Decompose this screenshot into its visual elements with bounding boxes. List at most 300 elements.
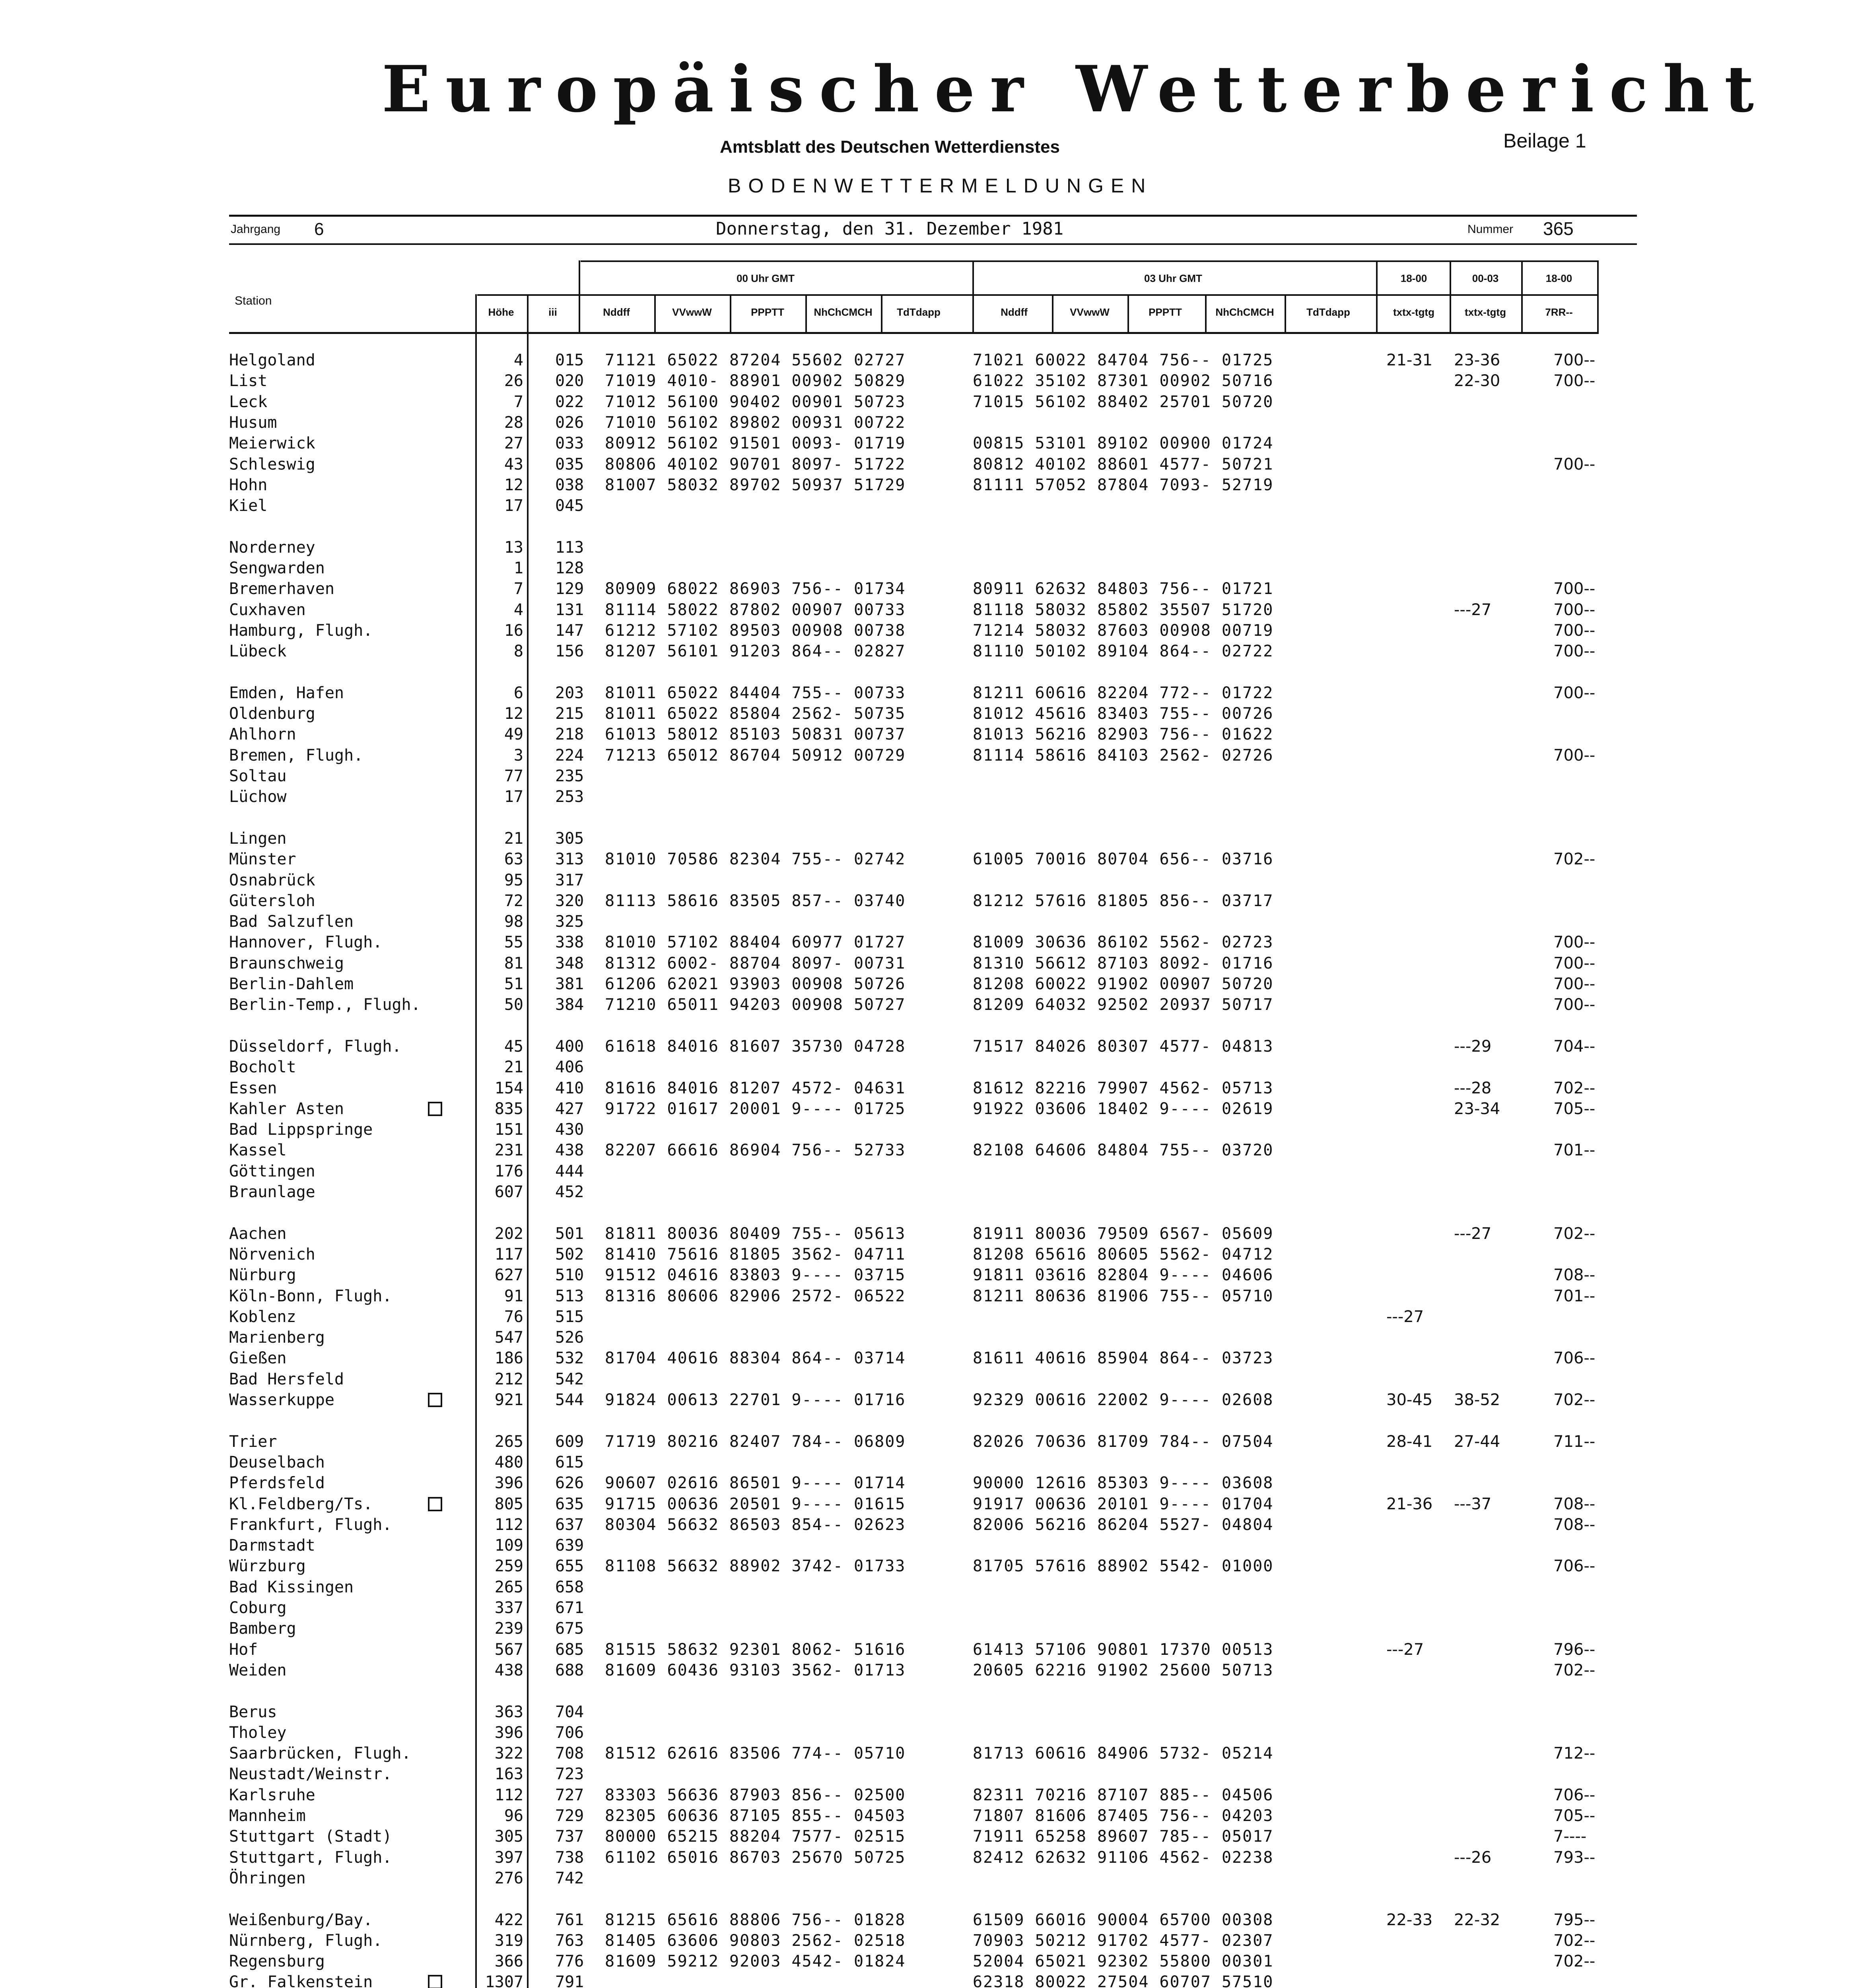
station-number: 026 bbox=[555, 413, 584, 432]
station-height: 81 bbox=[504, 954, 523, 973]
obs-03-utc: 90000 12616 85303 9---- 03608 bbox=[973, 1474, 1274, 1493]
obs-00-utc: 80806 40102 90701 8097- 51722 bbox=[605, 455, 906, 474]
obs-03-utc: 81911 80036 79509 6567- 05609 bbox=[973, 1224, 1274, 1243]
rule-end bbox=[1597, 260, 1599, 334]
station-height: 98 bbox=[504, 912, 523, 931]
station-name: Braunlage bbox=[229, 1183, 315, 1201]
precip-group: 708-- bbox=[1553, 1266, 1596, 1285]
station-height: 27 bbox=[504, 434, 523, 453]
station-height: 72 bbox=[504, 891, 523, 910]
header-mid-rule bbox=[477, 294, 1599, 296]
station-height: 151 bbox=[494, 1120, 523, 1139]
station-name: Berlin-Dahlem bbox=[229, 975, 354, 993]
station-number: 763 bbox=[555, 1931, 584, 1950]
station-height: 109 bbox=[494, 1536, 523, 1555]
station-height: 7 bbox=[513, 580, 523, 598]
header-group-00: 00 Uhr GMT bbox=[737, 272, 795, 284]
temp-range-00-03: ---26 bbox=[1454, 1848, 1492, 1867]
station-name: Kl.Feldberg/Ts. bbox=[229, 1495, 373, 1513]
temp-range-00-03: 27-44 bbox=[1454, 1432, 1500, 1451]
station-number: 742 bbox=[555, 1869, 584, 1887]
station-name: Pferdsfeld bbox=[229, 1474, 325, 1493]
obs-00-utc: 81007 58032 89702 50937 51729 bbox=[605, 476, 906, 494]
station-number: 615 bbox=[555, 1453, 584, 1472]
station-name: Tholey bbox=[229, 1723, 287, 1742]
obs-00-utc: 81215 65616 88806 756-- 01828 bbox=[605, 1910, 906, 1929]
station-number: 658 bbox=[555, 1578, 584, 1596]
header-00-nhch: NhChCMCH bbox=[814, 306, 873, 318]
obs-00-utc: 91512 04616 83803 9---- 03715 bbox=[605, 1266, 906, 1285]
station-number: 444 bbox=[555, 1162, 584, 1180]
header-sub-1: txtx-tgtg bbox=[1393, 306, 1434, 318]
station-height: 305 bbox=[494, 1827, 523, 1846]
precip-group: 700-- bbox=[1553, 351, 1596, 369]
obs-03-utc: 81009 30636 86102 5562- 02723 bbox=[973, 933, 1274, 952]
station-name: Aachen bbox=[229, 1224, 287, 1243]
station-height: 547 bbox=[494, 1328, 523, 1347]
precip-group: 701-- bbox=[1553, 1287, 1596, 1305]
obs-00-utc: 91824 00613 22701 9---- 01716 bbox=[605, 1391, 906, 1409]
obs-03-utc: 71517 84026 80307 4577- 04813 bbox=[973, 1037, 1274, 1056]
station-name: Stuttgart (Stadt) bbox=[229, 1827, 392, 1846]
obs-00-utc: 91722 01617 20001 9---- 01725 bbox=[605, 1099, 906, 1118]
station-number: 348 bbox=[555, 954, 584, 973]
obs-03-utc: 81208 60022 91902 00907 50720 bbox=[973, 975, 1274, 993]
station-number: 438 bbox=[555, 1141, 584, 1160]
station-name: Koblenz bbox=[229, 1307, 296, 1326]
station-height: 627 bbox=[494, 1266, 523, 1285]
precip-group: 706-- bbox=[1553, 1557, 1596, 1576]
obs-03-utc: 71021 60022 84704 756-- 01725 bbox=[973, 351, 1274, 369]
station-name: Schleswig bbox=[229, 455, 315, 474]
obs-03-utc: 81212 57616 81805 856-- 03717 bbox=[973, 891, 1274, 910]
station-number: 147 bbox=[555, 621, 584, 640]
obs-00-utc: 71213 65012 86704 50912 00729 bbox=[605, 746, 906, 765]
station-height: 363 bbox=[494, 1703, 523, 1721]
precip-group: 700-- bbox=[1553, 642, 1596, 661]
station-name: Hannover, Flugh. bbox=[229, 933, 383, 952]
station-number: 224 bbox=[555, 746, 584, 765]
obs-00-utc: 81312 6002- 88704 8097- 00731 bbox=[605, 954, 906, 973]
obs-00-utc: 71121 65022 87204 55602 02727 bbox=[605, 351, 906, 369]
station-height: 3 bbox=[513, 746, 523, 765]
obs-00-utc: 81609 59212 92003 4542- 01824 bbox=[605, 1952, 906, 1971]
station-height: 322 bbox=[494, 1744, 523, 1763]
obs-03-utc: 71911 65258 89607 785-- 05017 bbox=[973, 1827, 1274, 1846]
station-name: Karlsruhe bbox=[229, 1786, 315, 1804]
rule-before-03 bbox=[972, 260, 974, 334]
station-name: Regensburg bbox=[229, 1952, 325, 1971]
obs-00-utc: 82207 66616 86904 756-- 52733 bbox=[605, 1141, 906, 1160]
station-height: 1 bbox=[513, 559, 523, 577]
obs-00-utc: 81011 65022 84404 755-- 00733 bbox=[605, 683, 906, 702]
obs-03-utc: 81118 58032 85802 35507 51720 bbox=[973, 600, 1274, 619]
station-number: 381 bbox=[555, 975, 584, 993]
station-name: Meierwick bbox=[229, 434, 315, 453]
station-number: 729 bbox=[555, 1807, 584, 1825]
precip-group: 705-- bbox=[1553, 1807, 1596, 1825]
station-number: 502 bbox=[555, 1245, 584, 1264]
obs-00-utc: 61206 62021 93903 00908 50726 bbox=[605, 975, 906, 993]
header-03-tdtd: TdTdapp bbox=[1306, 306, 1350, 318]
station-number: 253 bbox=[555, 788, 584, 806]
mountain-station-icon bbox=[428, 1497, 442, 1511]
station-name: Osnabrück bbox=[229, 871, 315, 889]
obs-00-utc: 81616 84016 81207 4572- 04631 bbox=[605, 1079, 906, 1097]
precip-group: 711-- bbox=[1553, 1432, 1596, 1451]
station-number: 430 bbox=[555, 1120, 584, 1139]
station-height: 51 bbox=[504, 975, 523, 993]
temp-range-00-03: ---29 bbox=[1454, 1037, 1492, 1056]
rule-00-c bbox=[805, 294, 807, 334]
station-name: Nürnberg, Flugh. bbox=[229, 1931, 383, 1950]
station-name: Weiden bbox=[229, 1661, 287, 1679]
station-number: 129 bbox=[555, 580, 584, 598]
document-title: Europäischer Wetterbericht bbox=[382, 52, 1769, 126]
station-height: 607 bbox=[494, 1183, 523, 1201]
station-number: 218 bbox=[555, 725, 584, 744]
header-03-ppptt: PPPTT bbox=[1149, 306, 1182, 318]
station-number: 635 bbox=[555, 1495, 584, 1513]
station-number: 035 bbox=[555, 455, 584, 474]
obs-03-utc: 52004 65021 92302 55800 00301 bbox=[973, 1952, 1274, 1971]
station-number: 128 bbox=[555, 559, 584, 577]
obs-00-utc: 90607 02616 86501 9---- 01714 bbox=[605, 1474, 906, 1493]
station-number: 325 bbox=[555, 912, 584, 931]
header-bottom-rule bbox=[229, 332, 1599, 334]
station-name: Braunschweig bbox=[229, 954, 344, 973]
obs-00-utc: 82305 60636 87105 855-- 04503 bbox=[605, 1807, 906, 1825]
station-name: Leck bbox=[229, 392, 268, 411]
mountain-station-icon bbox=[428, 1393, 442, 1407]
header-range-3: 18-00 bbox=[1545, 272, 1572, 284]
precip-group: 700-- bbox=[1553, 975, 1596, 993]
station-number: 655 bbox=[555, 1557, 584, 1576]
station-name: Lingen bbox=[229, 829, 287, 848]
station-height: 202 bbox=[494, 1224, 523, 1243]
station-height: 239 bbox=[494, 1619, 523, 1638]
precip-group: 702-- bbox=[1553, 1952, 1596, 1971]
station-height: 96 bbox=[504, 1807, 523, 1825]
rule-00-a bbox=[654, 294, 656, 334]
station-number: 131 bbox=[555, 600, 584, 619]
temp-range-00-03: ---27 bbox=[1454, 1224, 1492, 1243]
station-height: 186 bbox=[494, 1349, 523, 1368]
station-name: Düsseldorf, Flugh. bbox=[229, 1037, 402, 1056]
station-height: 397 bbox=[494, 1848, 523, 1867]
station-name: Oldenburg bbox=[229, 705, 315, 723]
station-height: 176 bbox=[494, 1162, 523, 1180]
mountain-station-icon bbox=[428, 1102, 442, 1116]
section-title: BODENWETTERMELDUNGEN bbox=[728, 175, 1153, 197]
station-number: 675 bbox=[555, 1619, 584, 1638]
station-height: 21 bbox=[504, 829, 523, 848]
obs-00-utc: 81410 75616 81805 3562- 04711 bbox=[605, 1245, 906, 1264]
precip-group: 793-- bbox=[1553, 1848, 1596, 1867]
station-height: 337 bbox=[494, 1599, 523, 1617]
temp-range-00-03: 23-34 bbox=[1454, 1099, 1500, 1118]
station-height: 265 bbox=[494, 1578, 523, 1596]
precip-group: 796-- bbox=[1553, 1640, 1596, 1659]
obs-00-utc: 71019 4010- 88901 00902 50829 bbox=[605, 372, 906, 390]
precip-group: 702-- bbox=[1553, 1079, 1596, 1097]
obs-00-utc: 80304 56632 86503 854-- 02623 bbox=[605, 1515, 906, 1534]
date-rule bbox=[229, 243, 1637, 245]
obs-03-utc: 61005 70016 80704 656-- 03716 bbox=[973, 850, 1274, 869]
station-number: 501 bbox=[555, 1224, 584, 1243]
station-number: 427 bbox=[555, 1099, 584, 1118]
precip-group: 7---- bbox=[1553, 1827, 1587, 1846]
station-height: 49 bbox=[504, 725, 523, 744]
precip-group: 700-- bbox=[1553, 683, 1596, 702]
station-name: List bbox=[229, 372, 268, 390]
station-number: 626 bbox=[555, 1474, 584, 1493]
station-name: Gießen bbox=[229, 1349, 287, 1368]
obs-00-utc: 71210 65011 94203 00908 50727 bbox=[605, 996, 906, 1014]
temp-range-18-00: ---27 bbox=[1386, 1307, 1424, 1326]
precip-group: 700-- bbox=[1553, 933, 1596, 952]
station-number: 338 bbox=[555, 933, 584, 952]
obs-03-utc: 81013 56216 82903 756-- 01622 bbox=[973, 725, 1274, 744]
station-number: 637 bbox=[555, 1515, 584, 1534]
station-name: Weißenburg/Bay. bbox=[229, 1910, 373, 1929]
temp-range-18-00: 21-31 bbox=[1386, 351, 1433, 369]
station-height: 396 bbox=[494, 1474, 523, 1493]
station-name: Köln-Bonn, Flugh. bbox=[229, 1287, 392, 1305]
rule-range-2 bbox=[1450, 260, 1451, 334]
rule-03-b bbox=[1127, 294, 1129, 334]
station-height: 12 bbox=[504, 705, 523, 723]
station-name: Hof bbox=[229, 1640, 258, 1659]
station-name: Soltau bbox=[229, 767, 287, 785]
station-height: 43 bbox=[504, 455, 523, 474]
station-name: Husum bbox=[229, 413, 277, 432]
station-name: Bocholt bbox=[229, 1058, 296, 1077]
station-name: Hamburg, Flugh. bbox=[229, 621, 373, 640]
rule-03-c bbox=[1205, 294, 1207, 334]
precip-group: 700-- bbox=[1553, 996, 1596, 1014]
station-height: 17 bbox=[504, 788, 523, 806]
station-height: 112 bbox=[494, 1786, 523, 1804]
obs-00-utc: 61618 84016 81607 35730 04728 bbox=[605, 1037, 906, 1056]
obs-00-utc: 80000 65215 88204 7577- 02515 bbox=[605, 1827, 906, 1846]
precip-group: 712-- bbox=[1553, 1744, 1596, 1763]
obs-00-utc: 81113 58616 83505 857-- 03740 bbox=[605, 891, 906, 910]
obs-03-utc: 91922 03606 18402 9---- 02619 bbox=[973, 1099, 1274, 1118]
obs-03-utc: 61413 57106 90801 17370 00513 bbox=[973, 1640, 1274, 1659]
obs-03-utc: 20605 62216 91902 25600 50713 bbox=[973, 1661, 1274, 1679]
station-number: 708 bbox=[555, 1744, 584, 1763]
document-subtitle: Amtsblatt des Deutschen Wetterdienstes bbox=[720, 137, 1060, 157]
station-height: 921 bbox=[494, 1391, 523, 1409]
obs-03-utc: 81114 58616 84103 2562- 02726 bbox=[973, 746, 1274, 765]
rule-range-3 bbox=[1521, 260, 1523, 334]
station-name: Bamberg bbox=[229, 1619, 296, 1638]
station-height: 319 bbox=[494, 1931, 523, 1950]
station-height: 8 bbox=[513, 642, 523, 661]
station-number: 671 bbox=[555, 1599, 584, 1617]
obs-00-utc: 81207 56101 91203 864-- 02827 bbox=[605, 642, 906, 661]
station-height: 50 bbox=[504, 996, 523, 1014]
station-height: 21 bbox=[504, 1058, 523, 1077]
temp-range-00-03: ---27 bbox=[1454, 600, 1492, 619]
precip-group: 708-- bbox=[1553, 1515, 1596, 1534]
station-name: Öhringen bbox=[229, 1869, 306, 1887]
rule-03-d bbox=[1285, 294, 1286, 334]
station-number: 776 bbox=[555, 1952, 584, 1971]
obs-00-utc: 81108 56632 88902 3742- 01733 bbox=[605, 1557, 906, 1576]
obs-00-utc: 81010 57102 88404 60977 01727 bbox=[605, 933, 906, 952]
obs-03-utc: 61509 66016 90004 65700 00308 bbox=[973, 1910, 1274, 1929]
obs-00-utc: 61013 58012 85103 50831 00737 bbox=[605, 725, 906, 744]
station-name: Marienberg bbox=[229, 1328, 325, 1347]
station-number: 235 bbox=[555, 767, 584, 785]
station-height: 4 bbox=[513, 600, 523, 619]
beilage-label: Beilage 1 bbox=[1503, 130, 1586, 152]
station-height: 835 bbox=[494, 1099, 523, 1118]
station-number: 532 bbox=[555, 1349, 584, 1368]
precip-group: 705-- bbox=[1553, 1099, 1596, 1118]
station-number: 113 bbox=[555, 538, 584, 557]
obs-00-utc: 83303 56636 87903 856-- 02500 bbox=[605, 1786, 906, 1804]
station-name: Bad Hersfeld bbox=[229, 1370, 344, 1388]
station-height: 163 bbox=[494, 1765, 523, 1784]
temp-range-00-03: ---28 bbox=[1454, 1079, 1492, 1097]
station-height: 265 bbox=[494, 1432, 523, 1451]
obs-00-utc: 81010 70586 82304 755-- 02742 bbox=[605, 850, 906, 869]
obs-03-utc: 00815 53101 89102 00900 01724 bbox=[973, 434, 1274, 453]
station-height: 7 bbox=[513, 392, 523, 411]
station-number: 406 bbox=[555, 1058, 584, 1077]
station-name: Trier bbox=[229, 1432, 277, 1451]
header-03-nhch: NhChCMCH bbox=[1215, 306, 1274, 318]
obs-03-utc: 82311 70216 87107 885-- 04506 bbox=[973, 1786, 1274, 1804]
top-rule bbox=[229, 215, 1637, 217]
station-number: 510 bbox=[555, 1266, 584, 1285]
obs-03-utc: 81111 57052 87804 7093- 52719 bbox=[973, 476, 1274, 494]
obs-03-utc: 81611 40616 85904 864-- 03723 bbox=[973, 1349, 1274, 1368]
station-height: 480 bbox=[494, 1453, 523, 1472]
station-name: Bremerhaven bbox=[229, 580, 334, 598]
station-height: 438 bbox=[494, 1661, 523, 1679]
station-name: Helgoland bbox=[229, 351, 315, 369]
precip-group: 702-- bbox=[1553, 1661, 1596, 1679]
obs-03-utc: 81310 56612 87103 8092- 01716 bbox=[973, 954, 1274, 973]
nummer-value: 365 bbox=[1543, 218, 1574, 239]
station-name: Bad Salzuflen bbox=[229, 912, 354, 931]
obs-00-utc: 81512 62616 83506 774-- 05710 bbox=[605, 1744, 906, 1763]
station-number: 384 bbox=[555, 996, 584, 1014]
rule-before-ranges bbox=[1376, 260, 1378, 334]
obs-00-utc: 81316 80606 82906 2572- 06522 bbox=[605, 1287, 906, 1305]
issue-date: Donnerstag, den 31. Dezember 1981 bbox=[716, 219, 1064, 239]
station-name: Essen bbox=[229, 1079, 277, 1097]
station-number: 045 bbox=[555, 497, 584, 515]
obs-03-utc: 62318 80022 27504 60707 57510 bbox=[973, 1973, 1274, 1988]
station-number: 033 bbox=[555, 434, 584, 453]
station-name: Sengwarden bbox=[229, 559, 325, 577]
station-name: Stuttgart, Flugh. bbox=[229, 1848, 392, 1867]
obs-03-utc: 92329 00616 22002 9---- 02608 bbox=[973, 1391, 1274, 1409]
precip-group: 702-- bbox=[1553, 1931, 1596, 1950]
station-number: 639 bbox=[555, 1536, 584, 1555]
station-name: Hohn bbox=[229, 476, 268, 494]
station-number: 706 bbox=[555, 1723, 584, 1742]
header-03-nddff: Nddff bbox=[1001, 306, 1028, 318]
station-number: 513 bbox=[555, 1287, 584, 1305]
obs-00-utc: 81609 60436 93103 3562- 01713 bbox=[605, 1661, 906, 1679]
precip-group: 700-- bbox=[1553, 621, 1596, 640]
station-number: 022 bbox=[555, 392, 584, 411]
station-number: 015 bbox=[555, 351, 584, 369]
rule-00-d bbox=[881, 294, 882, 334]
station-name: Wasserkuppe bbox=[229, 1391, 334, 1409]
obs-03-utc: 81012 45616 83403 755-- 00726 bbox=[973, 705, 1274, 723]
obs-03-utc: 91917 00636 20101 9---- 01704 bbox=[973, 1495, 1274, 1513]
precip-group: 702-- bbox=[1553, 1391, 1596, 1409]
rule-before-00 bbox=[579, 260, 580, 334]
station-number: 400 bbox=[555, 1037, 584, 1056]
mountain-station-icon bbox=[428, 1975, 442, 1988]
station-name: Neustadt/Weinstr. bbox=[229, 1765, 392, 1784]
station-height: 26 bbox=[504, 372, 523, 390]
station-number: 544 bbox=[555, 1391, 584, 1409]
station-number: 737 bbox=[555, 1827, 584, 1846]
header-group-03: 03 Uhr GMT bbox=[1144, 272, 1202, 284]
station-name: Lübeck bbox=[229, 642, 287, 661]
precip-group: 700-- bbox=[1553, 746, 1596, 765]
station-height: 805 bbox=[494, 1495, 523, 1513]
header-00-tdtd: TdTdapp bbox=[897, 306, 941, 318]
header-sub-3: 7RR-- bbox=[1545, 306, 1573, 318]
temp-range-00-03: 22-30 bbox=[1454, 372, 1500, 390]
station-name: Münster bbox=[229, 850, 296, 869]
station-number: 305 bbox=[555, 829, 584, 848]
station-name: Lüchow bbox=[229, 788, 287, 806]
obs-03-utc: 81209 64032 92502 20937 50717 bbox=[973, 996, 1274, 1014]
station-height: 366 bbox=[494, 1952, 523, 1971]
station-height: 396 bbox=[494, 1723, 523, 1742]
temp-range-18-00: 28-41 bbox=[1386, 1432, 1433, 1451]
precip-group: 700-- bbox=[1553, 954, 1596, 973]
precip-group: 706-- bbox=[1553, 1349, 1596, 1368]
station-height: 154 bbox=[494, 1079, 523, 1097]
rule-03-a bbox=[1052, 294, 1053, 334]
station-name: Bad Lippspringe bbox=[229, 1120, 373, 1139]
station-height: 212 bbox=[494, 1370, 523, 1388]
station-number: 609 bbox=[555, 1432, 584, 1451]
station-height: 567 bbox=[494, 1640, 523, 1659]
header-00-ppptt: PPPTT bbox=[751, 306, 784, 318]
station-name: Deuselbach bbox=[229, 1453, 325, 1472]
obs-03-utc: 82412 62632 91106 4562- 02238 bbox=[973, 1848, 1274, 1867]
obs-00-utc: 71012 56100 90402 00901 50723 bbox=[605, 392, 906, 411]
header-top-rule-right bbox=[1376, 260, 1599, 262]
obs-03-utc: 82006 56216 86204 5527- 04804 bbox=[973, 1515, 1274, 1534]
station-height: 63 bbox=[504, 850, 523, 869]
header-hoehe: Höhe bbox=[488, 306, 514, 318]
obs-03-utc: 80911 62632 84803 756-- 01721 bbox=[973, 580, 1274, 598]
header-iii: iii bbox=[548, 306, 557, 318]
station-name: Bad Kissingen bbox=[229, 1578, 354, 1596]
obs-00-utc: 81515 58632 92301 8062- 51616 bbox=[605, 1640, 906, 1659]
obs-03-utc: 81110 50102 89104 864-- 02722 bbox=[973, 642, 1274, 661]
precip-group: 701-- bbox=[1553, 1141, 1596, 1160]
station-number: 723 bbox=[555, 1765, 584, 1784]
temp-range-18-00: ---27 bbox=[1386, 1640, 1424, 1659]
station-height: 45 bbox=[504, 1037, 523, 1056]
station-name: Kahler Asten bbox=[229, 1099, 344, 1118]
